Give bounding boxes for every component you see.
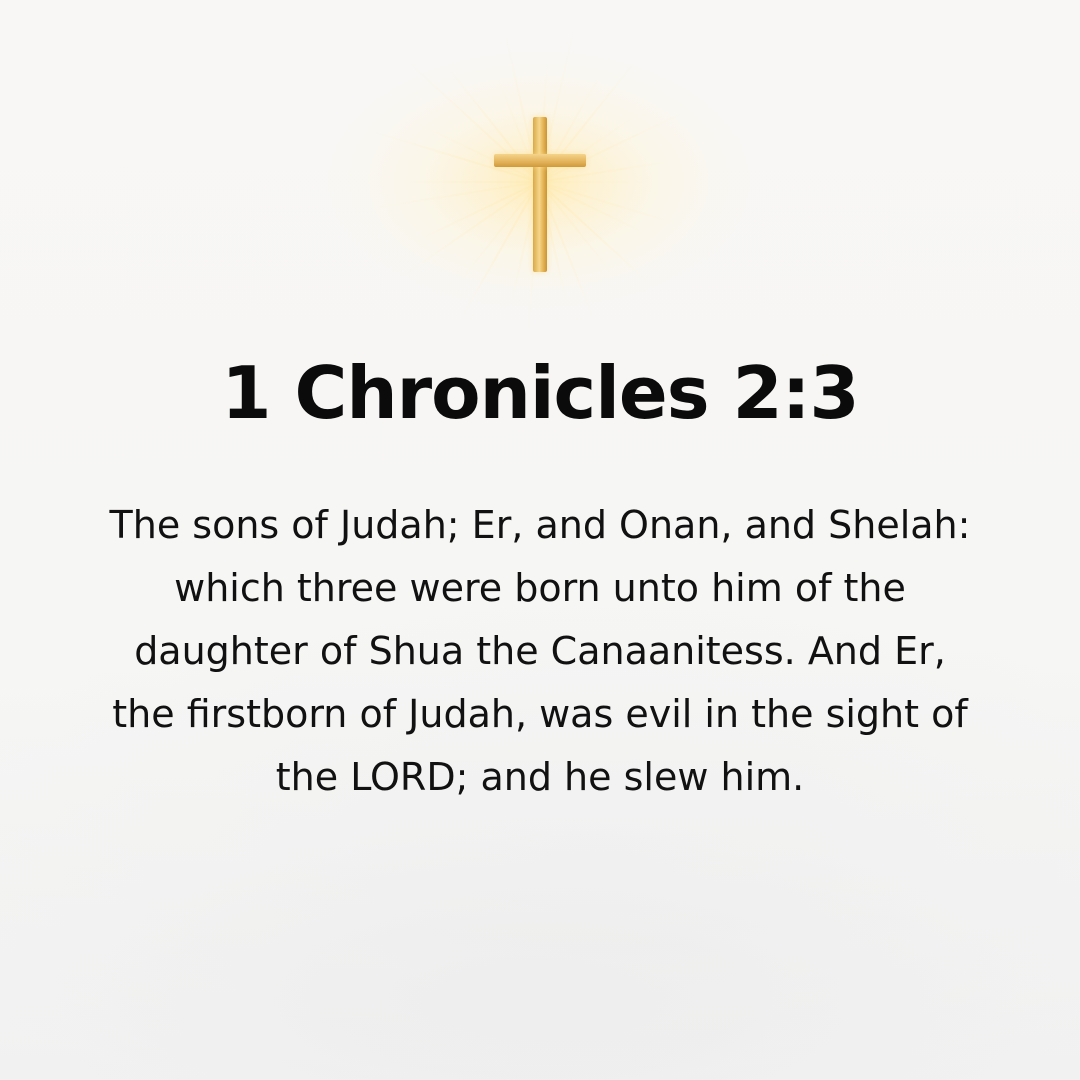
cross-horizontal-beam [494, 154, 586, 167]
cross-vertical-beam [533, 117, 547, 272]
verse-reference-title: 1 Chronicles 2:3 [221, 351, 859, 435]
cross-icon [494, 117, 586, 272]
verse-text: The sons of Judah; Er, and Onan, and Shelah: which three were born unto him of the daughter of Shua the Canaanitess. And Er, the firstborn of Judah, was evil in the sight of the LORD; and he slew him. [109, 503, 971, 799]
